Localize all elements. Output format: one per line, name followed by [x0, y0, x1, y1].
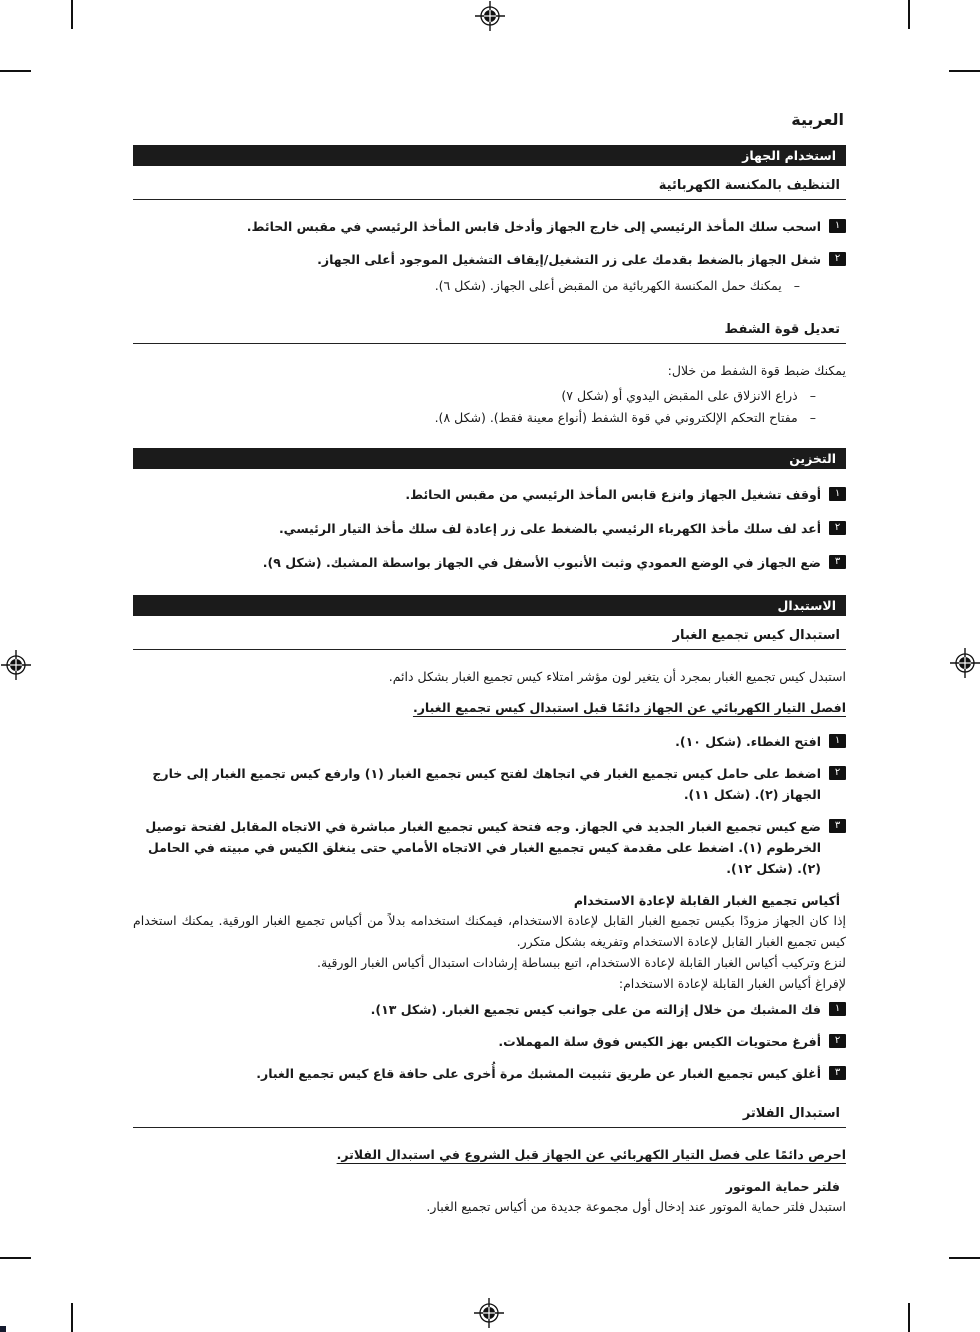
- step-text: أغلق كيس تجميع الغبار عن طريق تثبيت المشبك مرة أُخرى على حافة قاع كيس تجميع الغبار.: [256, 1066, 821, 1081]
- dash-marker: –: [809, 388, 816, 403]
- crop-mark-bottom-left-v: [71, 1303, 73, 1332]
- option-text: ذراع الانزلاق على المقبض اليدوي أو (شكل ٧): [561, 388, 798, 403]
- step-number-badge: ١: [829, 487, 846, 501]
- dustbag-warning: افصل التيار الكهربائي عن الجهاز دائمًا قبل استبدال كيس تجميع الغبار.: [412, 700, 846, 715]
- option-item: [133, 386, 816, 406]
- corner-printer-mark: [0, 1326, 6, 1332]
- step-item: [133, 1064, 846, 1084]
- step-number-badge: ٢: [829, 766, 846, 780]
- section-header-storage: التخزين: [133, 448, 846, 469]
- subsection-title-suction: تعديل قوة الشفط: [133, 322, 846, 344]
- step-number-badge: ١: [829, 219, 846, 233]
- step-number-badge: ٢: [829, 252, 846, 266]
- step-text: أوقف تشغيل الجهاز وانزع قابس المأخذ الرئيسي من مقبس الحائط.: [405, 487, 821, 502]
- crop-mark-bottom-right-v: [908, 1303, 910, 1332]
- registration-mark-icon: [950, 648, 980, 678]
- suction-intro: يمكنك ضبط قوة الشفط من خلال:: [667, 363, 846, 378]
- step-text: أعد لف سلك مأخذ الكهرباء الرئيسي بالضغط على زر إعادة لف سلك مأخذ التيار الرئيسي.: [278, 521, 821, 536]
- section-header-replacement: الاستبدال: [133, 595, 846, 616]
- step-item: [133, 1032, 846, 1052]
- page-content: [133, 110, 846, 1217]
- step-item: [133, 764, 846, 805]
- dash-marker: –: [809, 410, 816, 425]
- step-item: [133, 553, 846, 573]
- reusable-bags-title: أكياس تجميع الغبار القابلة لإعادة الاستخدام: [573, 893, 840, 908]
- subsection-title-filters: استبدال الفلاتر: [133, 1106, 846, 1128]
- filters-warning: احرص دائمًا على فصل التيار الكهربائي عن الجهاز قبل الشروع في استبدال الفلاتر.: [336, 1147, 846, 1162]
- step-number-badge: ٣: [829, 819, 846, 833]
- registration-mark-icon: [475, 1, 505, 31]
- step-text: أفرغ محتويات الكيس بهز الكيس فوق سلة المهملات.: [498, 1034, 821, 1049]
- step-item: [133, 519, 846, 539]
- step-item: [133, 1000, 846, 1020]
- step-number-badge: ٢: [829, 1034, 846, 1048]
- registration-mark-icon: [1, 650, 31, 680]
- crop-mark-top-left-v: [71, 0, 73, 29]
- option-text: مفتاح التحكم الإلكتروني في قوة الشفط (أنواع معينة فقط). (شكل ٨).: [434, 410, 798, 425]
- crop-mark-top-right-h: [949, 70, 980, 72]
- step-text: افتح الغطاء. (شكل ١٠).: [675, 734, 821, 749]
- reusable-paragraph: إذا كان الجهاز مزودًا بكيس تجميع الغبار القابل لإعادة الاستخدام، فيمكنك استخدامه بدلاً من أكياس تجميع الغبار الورقية. يمكنك استخدام كيس تجميع الغبار القابل لإعادة الاستخدام وتفريغه بشكل متكرر.: [133, 913, 846, 949]
- step-text: شغل الجهاز بالضغط بقدمك على زر التشغيل/إيقاف التشغيل الموجود أعلى الجهاز.: [317, 252, 821, 267]
- step-text: اضغط على حامل كيس تجميع الغبار في اتجاهك لفتح كيس تجميع الغبار (١) وارفع كيس تجميع الغبار إلى خارج الجهاز (٢). (شكل ١١).: [152, 766, 821, 802]
- motor-filter-title: فلتر حماية الموتور: [725, 1179, 840, 1194]
- subsection-title-dustbag: استبدال كيس تجميع الغبار: [133, 628, 846, 650]
- motor-filter-text: استبدل فلتر حماية الموتور عند إدخال أول مجموعة جديدة من أكياس تجميع الغبار.: [426, 1199, 846, 1214]
- crop-mark-top-left-h: [0, 70, 31, 72]
- step-number-badge: ٣: [829, 555, 846, 569]
- crop-mark-bottom-right-h: [949, 1257, 980, 1259]
- step-number-badge: ١: [829, 734, 846, 748]
- step-number-badge: ٣: [829, 1066, 846, 1080]
- note-text: يمكنك حمل المكنسة الكهربائية من المقبض أعلى الجهاز. (شكل ٦).: [434, 278, 782, 293]
- option-item: [133, 408, 816, 428]
- note-item: [133, 276, 800, 296]
- step-item: [133, 732, 846, 752]
- crop-mark-top-right-v: [908, 0, 910, 29]
- registration-mark-icon: [474, 1298, 504, 1328]
- step-text: ضع الجهاز في الوضع العمودي وثبت الأنبوب الأسفل في الجهاز بواسطة المشبك. (شكل ٩).: [262, 555, 821, 570]
- section-header-usage: استخدام الجهاز: [133, 145, 846, 166]
- step-item: [133, 217, 846, 237]
- step-text: فك المشبك من خلال إزالته من على جوانب كيس تجميع الغبار. (شكل ١٣).: [370, 1002, 821, 1017]
- language-title: العربية: [791, 110, 844, 129]
- crop-mark-bottom-left-h: [0, 1257, 31, 1259]
- step-item: [133, 817, 846, 879]
- step-text: اسحب سلك المأخذ الرئيسي إلى خارج الجهاز وأدخل قابس المأخذ الرئيسي في مقبس الحائط.: [246, 219, 821, 234]
- reusable-paragraph: لنزع وتركيب أكياس الغبار القابلة لإعادة الاستخدام، اتبع ببساطة إرشادات استبدال أكياس الغبار الورقية.: [317, 955, 846, 970]
- step-number-badge: ٢: [829, 521, 846, 535]
- dustbag-intro: استبدل كيس تجميع الغبار بمجرد أن يتغير لون مؤشر امتلاء كيس تجميع الغبار بشكل دائم.: [388, 669, 846, 684]
- step-text: ضع كيس تجميع الغبار الجديد في الجهاز. وجه فتحة كيس تجميع الغبار مباشرة في الاتجاه المقابل لفتحة توصيل الخرطوم (١). اضغط على مقدمة كيس تجميع الغبار في الاتجاه الأمامي حتى ينغلق الكيس في مبيته في الحامل (٢). (شكل ١٢).: [145, 819, 821, 876]
- subsection-title-vacuuming: التنظيف بالمكنسة الكهربائية: [133, 178, 846, 200]
- reusable-paragraph: لإفراغ أكياس الغبار القابلة لإعادة الاستخدام:: [618, 976, 846, 991]
- step-number-badge: ١: [829, 1002, 846, 1016]
- step-item: [133, 485, 846, 505]
- dash-marker: –: [793, 278, 800, 293]
- step-item: [133, 250, 846, 270]
